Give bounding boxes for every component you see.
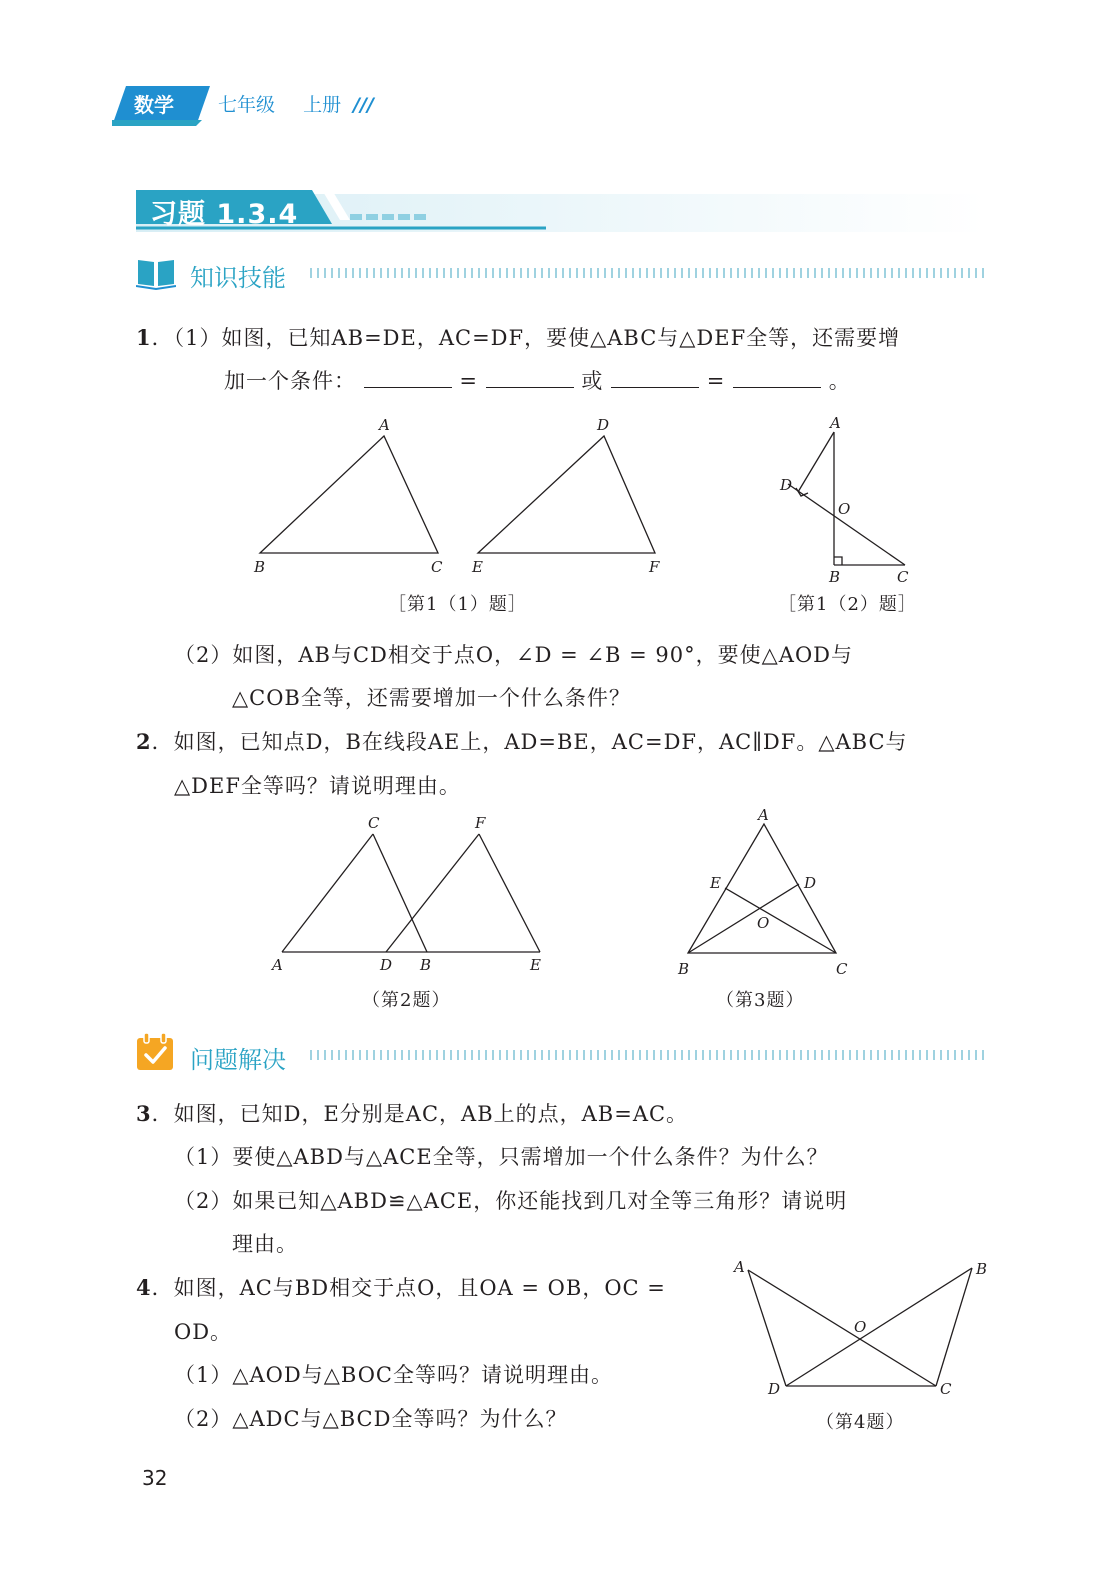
label-C: C bbox=[431, 558, 443, 576]
q1-part1-line1 bbox=[136, 323, 900, 353]
equals-sign-2: = bbox=[706, 369, 726, 393]
q3-part2-line2: 理由。 bbox=[232, 1232, 298, 1256]
figure-q4 bbox=[726, 1250, 996, 1405]
q4-number: 4 bbox=[136, 1275, 152, 1300]
q2-line2: △DEF全等吗？请说明理由。 bbox=[174, 774, 461, 798]
label-B: B bbox=[420, 956, 432, 974]
q3-part2-line1: （2）如果已知△ABD≌△ACE，你还能找到几对全等三角形？请说明 bbox=[174, 1189, 848, 1213]
q4-line1 bbox=[136, 1273, 666, 1303]
section-title: 习题 1.3.4 bbox=[150, 199, 299, 230]
label-B: B bbox=[829, 568, 841, 585]
q1-part1-text: ．（1）如图，已知AB=DE，AC=DF，要使△ABC与△DEF全等，还需要增 bbox=[151, 326, 901, 350]
label-A: A bbox=[272, 956, 283, 974]
label-C: C bbox=[940, 1380, 952, 1398]
label-F: F bbox=[475, 814, 486, 832]
caption-q2: （第2题） bbox=[362, 990, 451, 1011]
label-D: D bbox=[597, 416, 610, 434]
q1-condition-prefix: 加一个条件： bbox=[224, 369, 356, 393]
equals-sign-1: = bbox=[459, 369, 478, 393]
figure-q2 bbox=[262, 806, 562, 981]
label-A: A bbox=[379, 416, 390, 434]
subsection-knowledge: 知识技能 bbox=[190, 264, 286, 292]
or-word: 或 bbox=[581, 369, 604, 393]
label-D: D bbox=[780, 476, 793, 494]
answer-blank-2[interactable] bbox=[486, 367, 574, 388]
label-E: E bbox=[530, 956, 541, 974]
label-E: E bbox=[472, 558, 483, 576]
label-O: O bbox=[854, 1318, 867, 1336]
volume-label: 上册 bbox=[303, 94, 342, 116]
answer-blank-3[interactable] bbox=[611, 367, 699, 388]
answer-blank-4[interactable] bbox=[733, 367, 821, 388]
q4-part2: （2）△ADC与△BCD全等吗？为什么？ bbox=[174, 1407, 568, 1431]
label-C: C bbox=[897, 568, 909, 585]
grade-volume bbox=[218, 90, 374, 117]
subject-badge bbox=[112, 86, 210, 126]
figure-q1-2 bbox=[770, 410, 920, 585]
label-C: C bbox=[836, 960, 848, 978]
label-C: C bbox=[368, 814, 380, 832]
q1-part2-line2: △COB全等，还需要增加一个什么条件？ bbox=[232, 686, 631, 710]
label-B: B bbox=[678, 960, 690, 978]
label-F: F bbox=[649, 558, 660, 576]
label-D: D bbox=[804, 874, 817, 892]
header-slashes: /// bbox=[353, 94, 374, 116]
caption-q1-1: ［第1（1）题］ bbox=[388, 594, 527, 615]
q3-number: 3 bbox=[136, 1101, 152, 1126]
q3-text: ．如图，已知D，E分别是AC，AB上的点，AB=AC。 bbox=[151, 1102, 689, 1126]
q4-line2: OD。 bbox=[174, 1320, 233, 1344]
label-A: A bbox=[734, 1258, 745, 1276]
book-icon bbox=[136, 256, 176, 290]
label-B: B bbox=[254, 558, 266, 576]
label-E: E bbox=[710, 874, 721, 892]
q4-part1: （1）△AOD与△BOC全等吗？请说明理由。 bbox=[174, 1363, 613, 1387]
grade-label: 七年级 bbox=[218, 94, 276, 116]
q2-text: ．如图，已知点D，B在线段AE上，AD=BE，AC=DF，AC∥DF。△ABC与 bbox=[151, 730, 908, 754]
q1-part1-line2 bbox=[224, 366, 851, 396]
label-A: A bbox=[830, 414, 841, 432]
label-D: D bbox=[768, 1380, 781, 1398]
q3-part1: （1）要使△ABD与△ACE全等，只需增加一个什么条件？为什么？ bbox=[174, 1145, 829, 1169]
q2-number: 2 bbox=[136, 729, 152, 754]
dotted-rule bbox=[310, 268, 986, 278]
dotted-rule bbox=[310, 1050, 986, 1060]
label-D: D bbox=[380, 956, 393, 974]
label-O: O bbox=[838, 500, 851, 518]
label-A: A bbox=[758, 806, 769, 824]
q1-number: 1 bbox=[136, 325, 152, 350]
caption-q1-2: ［第1（2）题］ bbox=[778, 594, 917, 615]
subsection-problem-solving: 问题解决 bbox=[190, 1046, 286, 1074]
period: 。 bbox=[828, 369, 851, 393]
figure-q1-1 bbox=[240, 410, 680, 580]
figure-q3 bbox=[670, 800, 860, 985]
page-number: 32 bbox=[142, 1466, 168, 1490]
label-B: B bbox=[976, 1260, 988, 1278]
q4-text: ．如图，AC与BD相交于点O，且OA = OB，OC = bbox=[151, 1276, 666, 1300]
q1-part2-line1: （2）如图，AB与CD相交于点O，∠D = ∠B = 90°，要使△AOD与 bbox=[174, 643, 854, 667]
answer-blank-1[interactable] bbox=[364, 367, 452, 388]
label-O: O bbox=[757, 914, 770, 932]
caption-q4: （第4题） bbox=[816, 1412, 905, 1433]
q2-line1 bbox=[136, 727, 908, 757]
q3-line1 bbox=[136, 1099, 688, 1129]
subject-label: 数学 bbox=[134, 93, 174, 117]
caption-q3: （第3题） bbox=[716, 990, 805, 1011]
checklist-icon bbox=[136, 1032, 174, 1072]
